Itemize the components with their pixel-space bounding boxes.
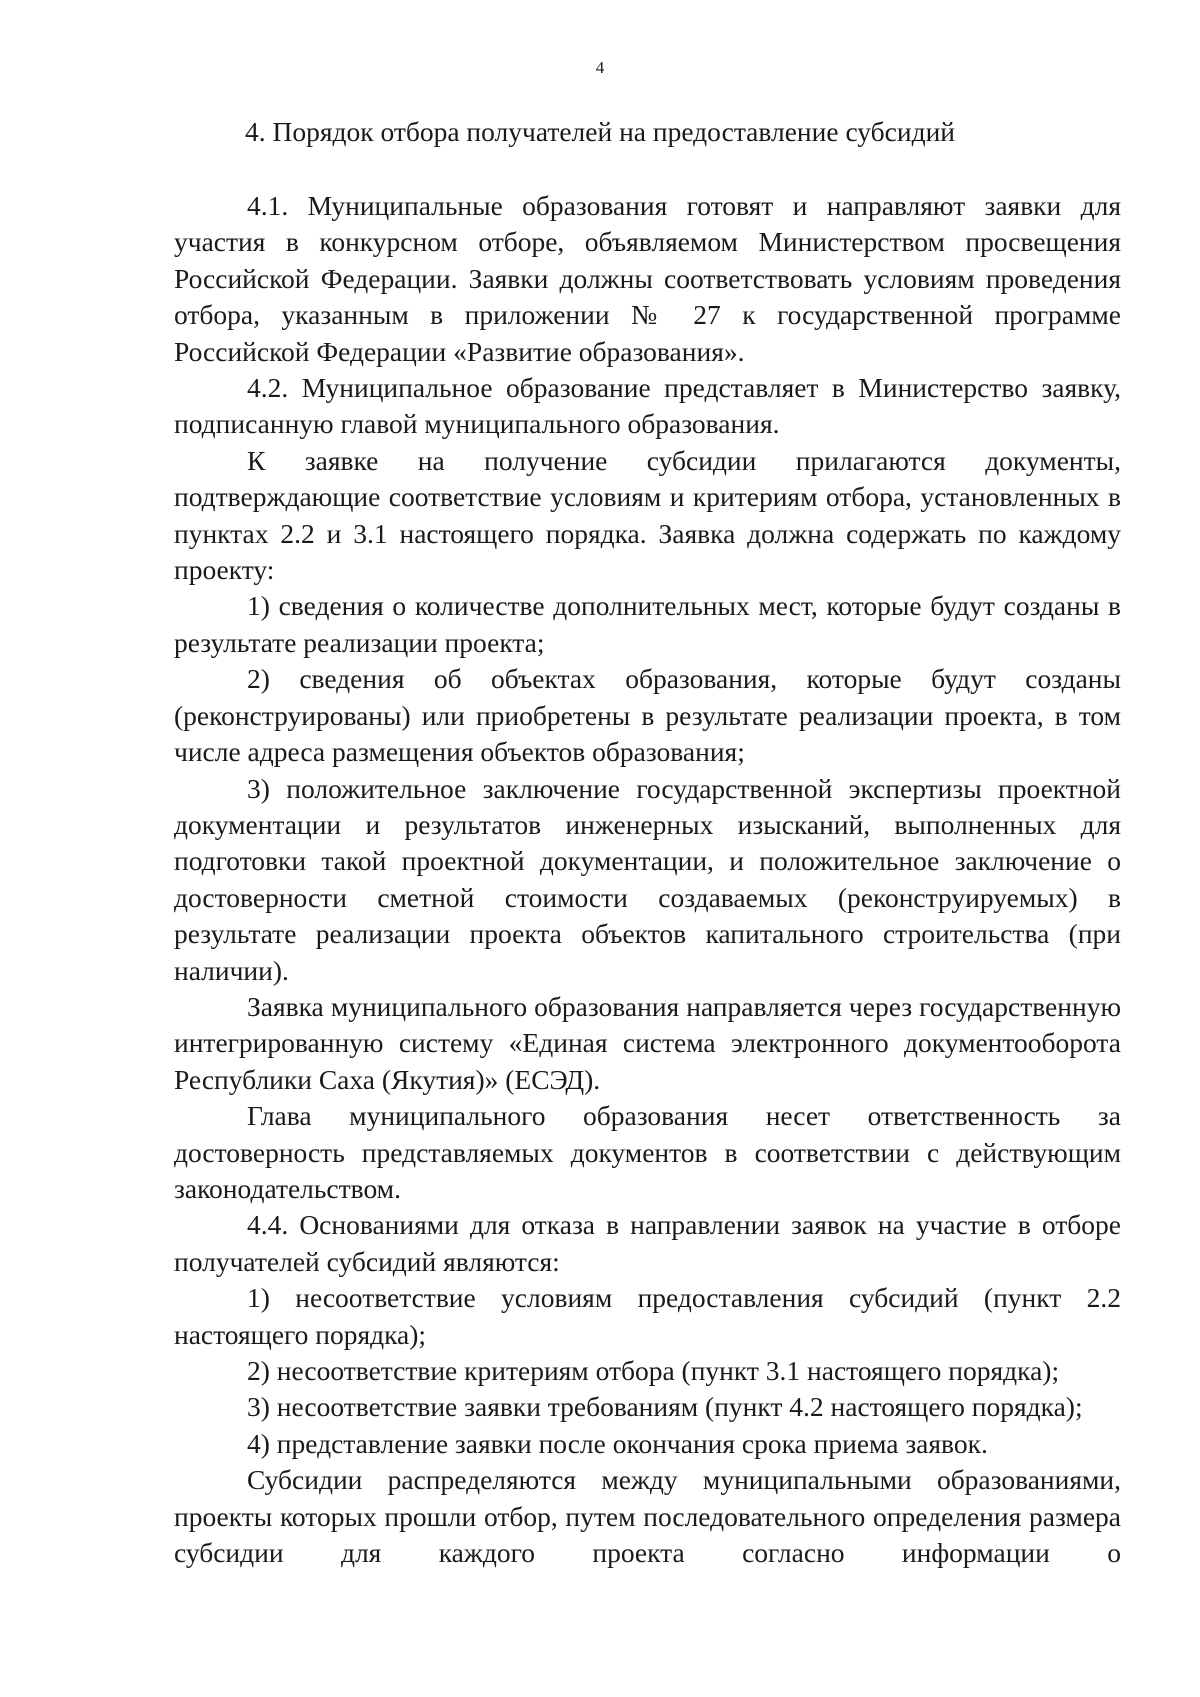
paragraph-4-1: 4.1. Муниципальные образования готовят и направляют заявки для участия в конкурсном отборе, объявляемом Министерством просвещения Российской Федерации. Заявки должны соответствовать условиям проведения отбора, указанным в приложении № 27 к государственной программе Российской Федерации «Развитие образования». <box>174 190 1121 367</box>
paragraph-distribution: Субсидии распределяются между муниципальными образованиями, проекты которых прошли отбор, путем последовательного определения размера субсидии для каждого проекта согласно информации о <box>174 1464 1121 1569</box>
section-heading: 4. Порядок отбора получателей на предоставление субсидий <box>244 116 956 147</box>
refusal-item-4: 4) представление заявки после окончания срока приема заявок. <box>247 1427 988 1459</box>
list-item-1: 1) сведения о количестве дополнительных мест, которые будут созданы в результате реализации проекта; <box>174 590 1121 658</box>
refusal-item-3: 3) несоответствие заявки требованиям (пункт 4.2 настоящего порядка); <box>247 1391 1083 1423</box>
list-item-3: 3) положительное заключение государственной экспертизы проектной документации и результатов инженерных изысканий, выполненных для подготовки такой проектной документации, и положительное заключение о достоверности сметной стоимости создаваемых (реконструируемых) в результате реализации проекта объектов капитального строительства (при наличии). <box>174 772 1121 986</box>
paragraph-attachments: К заявке на получение субсидии прилагаются документы, подтверждающие соответствие условиям и критериям отбора, установленных в пунктах 2.2 и 3.1 настоящего порядка. Заявка должна содержать по каждому проекту: <box>174 444 1121 586</box>
paragraph-4-2: 4.2. Муниципальное образование представляет в Министерство заявку, подписанную главой муниципального образования. <box>174 372 1121 440</box>
paragraph-4-4: 4.4. Основаниями для отказа в направлении заявок на участие в отборе получателей субсидий являются: <box>174 1209 1121 1277</box>
paragraph-responsibility: Глава муниципального образования несет ответственность за достоверность представляемых документов в соответствии с действующим законодательством. <box>174 1100 1121 1204</box>
refusal-item-1: 1) несоответствие условиям предоставления субсидий (пункт 2.2 настоящего порядка); <box>174 1282 1121 1350</box>
paragraph-esed: Заявка муниципального образования направляется через государственную интегрированную систему «Единая система электронного документооборота Республики Саха (Якутия)» (ЕСЭД). <box>174 990 1121 1095</box>
list-item-2: 2) сведения об объектах образования, которые будут созданы (реконструированы) или приобретены в результате реализации проекта, в том числе адреса размещения объектов образования; <box>174 663 1121 768</box>
body-text <box>174 188 1121 1571</box>
page-number: 4 <box>595 58 605 77</box>
refusal-item-2: 2) несоответствие критериям отбора (пункт 3.1 настоящего порядка); <box>247 1355 1060 1386</box>
